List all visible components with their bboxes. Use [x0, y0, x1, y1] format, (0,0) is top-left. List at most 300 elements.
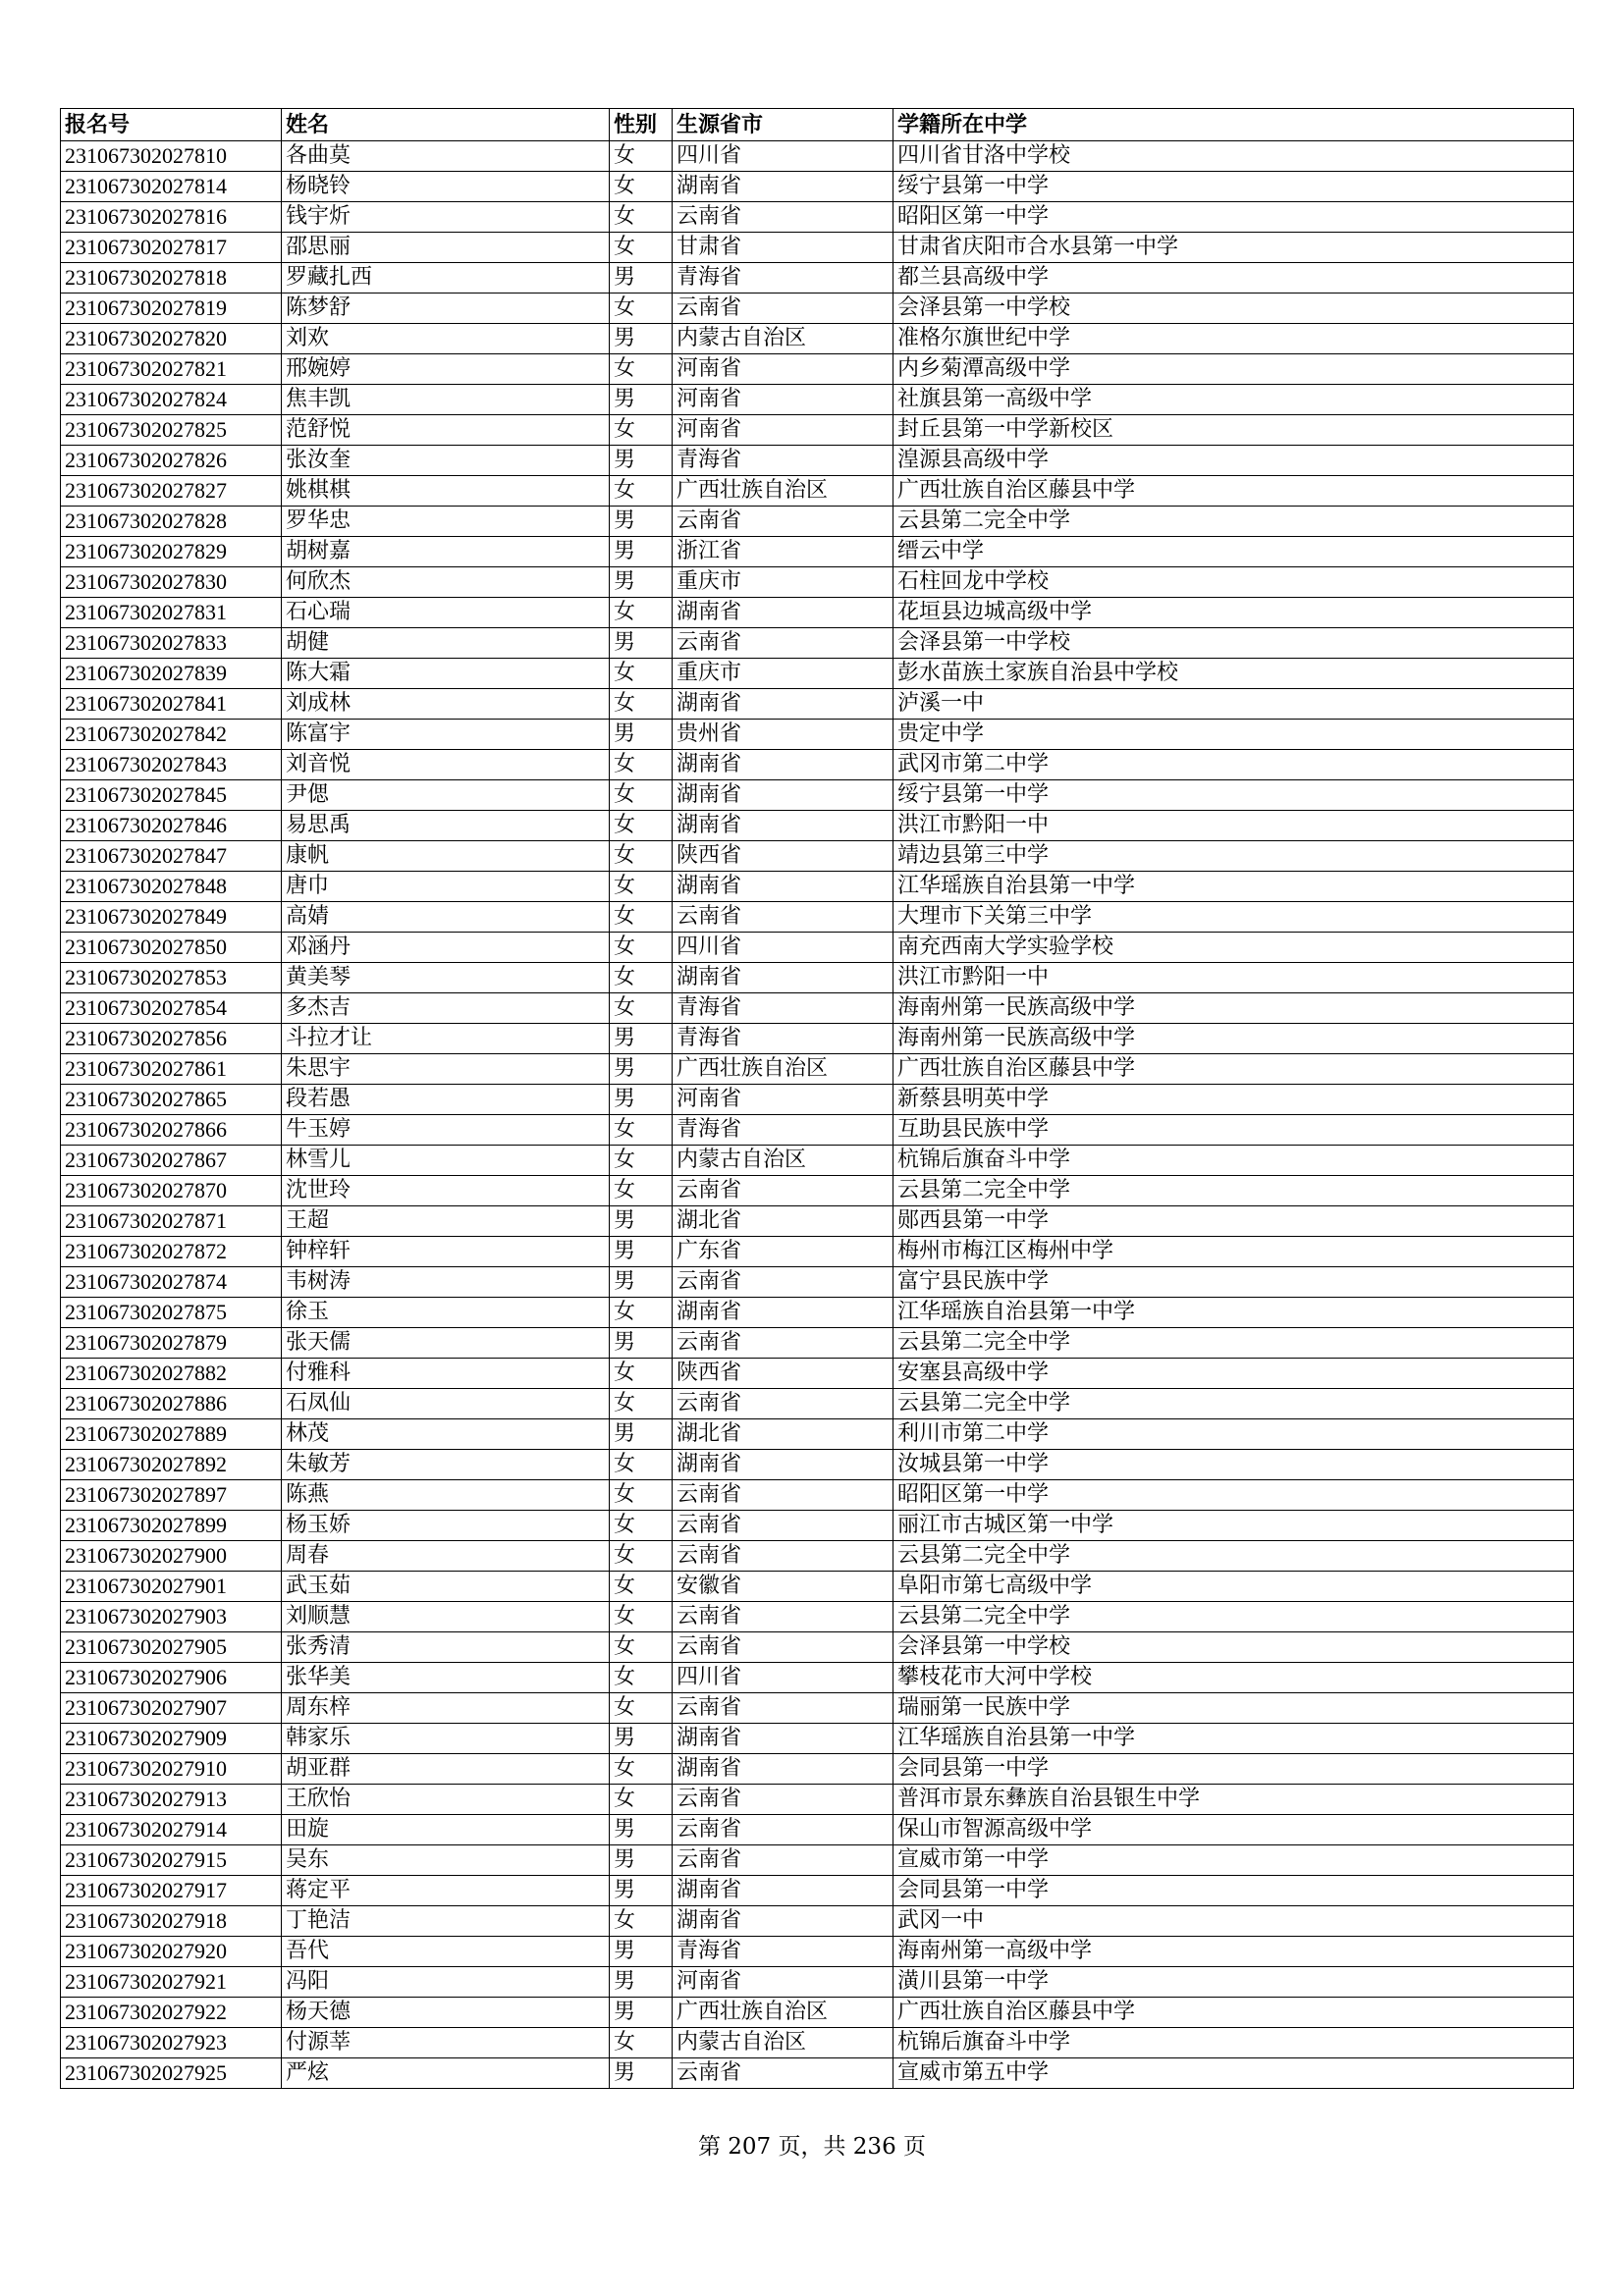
- table-row: [61, 872, 1574, 902]
- gender-cell: 男: [610, 507, 673, 537]
- gender-cell: 女: [610, 1298, 673, 1328]
- gender-cell: 女: [610, 598, 673, 628]
- name-cell: 张天儒: [282, 1328, 610, 1359]
- name-cell: 唐巾: [282, 872, 610, 902]
- province-cell: 河南省: [673, 1967, 893, 1998]
- name-cell: 钟梓轩: [282, 1237, 610, 1267]
- table-row: [61, 1845, 1574, 1876]
- registration-number-cell: 231067302027814: [61, 172, 282, 202]
- province-cell: 云南省: [673, 628, 893, 659]
- gender-cell: 女: [610, 1511, 673, 1541]
- province-cell: 湖南省: [673, 172, 893, 202]
- table-row: [61, 1632, 1574, 1663]
- name-cell: 罗华忠: [282, 507, 610, 537]
- gender-cell: 男: [610, 1815, 673, 1845]
- province-cell: 湖南省: [673, 750, 893, 780]
- gender-cell: 女: [610, 689, 673, 720]
- registration-number-cell: 231067302027848: [61, 872, 282, 902]
- registration-number-cell: 231067302027825: [61, 415, 282, 446]
- gender-cell: 女: [610, 993, 673, 1024]
- province-cell: 云南省: [673, 1511, 893, 1541]
- province-cell: 内蒙古自治区: [673, 324, 893, 354]
- school-cell: 会泽县第一中学校: [893, 1632, 1574, 1663]
- registration-number-cell: 231067302027900: [61, 1541, 282, 1572]
- registration-number-cell: 231067302027853: [61, 963, 282, 993]
- school-cell: 新蔡县明英中学: [893, 1085, 1574, 1115]
- school-cell: 云县第二完全中学: [893, 1602, 1574, 1632]
- school-cell: 阜阳市第七高级中学: [893, 1572, 1574, 1602]
- school-cell: 梅州市梅江区梅州中学: [893, 1237, 1574, 1267]
- name-cell: 黄美琴: [282, 963, 610, 993]
- gender-cell: 男: [610, 1237, 673, 1267]
- school-cell: 广西壮族自治区藤县中学: [893, 476, 1574, 507]
- province-cell: 云南省: [673, 1785, 893, 1815]
- name-cell: 刘顺慧: [282, 1602, 610, 1632]
- name-cell: 钱宇炘: [282, 202, 610, 233]
- registration-number-cell: 231067302027897: [61, 1480, 282, 1511]
- name-cell: 尹偲: [282, 780, 610, 811]
- registration-number-cell: 231067302027920: [61, 1937, 282, 1967]
- registration-number-cell: 231067302027850: [61, 933, 282, 963]
- school-cell: 保山市智源高级中学: [893, 1815, 1574, 1845]
- name-cell: 陈燕: [282, 1480, 610, 1511]
- table-row: [61, 446, 1574, 476]
- province-cell: 云南省: [673, 1480, 893, 1511]
- province-cell: 湖南省: [673, 963, 893, 993]
- name-cell: 牛玉婷: [282, 1115, 610, 1146]
- table-row: [61, 1998, 1574, 2028]
- page-footer: 第 207 页，共 236 页: [697, 2134, 927, 2160]
- province-cell: 安徽省: [673, 1572, 893, 1602]
- registration-number-cell: 231067302027843: [61, 750, 282, 780]
- province-cell: 湖北省: [673, 1206, 893, 1237]
- table-row: [61, 1298, 1574, 1328]
- header-high-school: 学籍所在中学: [893, 109, 1574, 141]
- name-cell: 刘音悦: [282, 750, 610, 780]
- gender-cell: 女: [610, 1176, 673, 1206]
- table-row: [61, 811, 1574, 841]
- school-cell: 会同县第一中学: [893, 1876, 1574, 1906]
- name-cell: 石凤仙: [282, 1389, 610, 1419]
- name-cell: 沈世玲: [282, 1176, 610, 1206]
- school-cell: 杭锦后旗奋斗中学: [893, 2028, 1574, 2058]
- name-cell: 严炫: [282, 2058, 610, 2089]
- registration-number-cell: 231067302027842: [61, 720, 282, 750]
- table-row: [61, 567, 1574, 598]
- table-row: [61, 1267, 1574, 1298]
- name-cell: 罗藏扎西: [282, 263, 610, 294]
- gender-cell: 女: [610, 1115, 673, 1146]
- registration-number-cell: 231067302027915: [61, 1845, 282, 1876]
- name-cell: 杨玉娇: [282, 1511, 610, 1541]
- gender-cell: 男: [610, 2058, 673, 2089]
- province-cell: 陕西省: [673, 841, 893, 872]
- name-cell: 韦树涛: [282, 1267, 610, 1298]
- school-cell: 广西壮族自治区藤县中学: [893, 1998, 1574, 2028]
- registration-number-cell: 231067302027906: [61, 1663, 282, 1693]
- table-row: [61, 780, 1574, 811]
- table-row: [61, 963, 1574, 993]
- school-cell: 富宁县民族中学: [893, 1267, 1574, 1298]
- registration-number-cell: 231067302027901: [61, 1572, 282, 1602]
- registration-number-cell: 231067302027854: [61, 993, 282, 1024]
- registration-number-cell: 231067302027925: [61, 2058, 282, 2089]
- gender-cell: 男: [610, 324, 673, 354]
- school-cell: 云县第二完全中学: [893, 1389, 1574, 1419]
- gender-cell: 女: [610, 141, 673, 172]
- gender-cell: 男: [610, 1085, 673, 1115]
- province-cell: 重庆市: [673, 659, 893, 689]
- gender-cell: 女: [610, 811, 673, 841]
- gender-cell: 女: [610, 233, 673, 263]
- province-cell: 云南省: [673, 1815, 893, 1845]
- gender-cell: 男: [610, 1998, 673, 2028]
- registration-number-cell: 231067302027833: [61, 628, 282, 659]
- gender-cell: 女: [610, 933, 673, 963]
- gender-cell: 女: [610, 172, 673, 202]
- table-row: [61, 1876, 1574, 1906]
- name-cell: 杨晓铃: [282, 172, 610, 202]
- name-cell: 王超: [282, 1206, 610, 1237]
- school-cell: 南充西南大学实验学校: [893, 933, 1574, 963]
- school-cell: 四川省甘洛中学校: [893, 141, 1574, 172]
- school-cell: 丽江市古城区第一中学: [893, 1511, 1574, 1541]
- name-cell: 朱敏芳: [282, 1450, 610, 1480]
- registration-number-cell: 231067302027827: [61, 476, 282, 507]
- registration-number-cell: 231067302027886: [61, 1389, 282, 1419]
- school-cell: 缙云中学: [893, 537, 1574, 567]
- province-cell: 云南省: [673, 1845, 893, 1876]
- province-cell: 湖南省: [673, 872, 893, 902]
- gender-cell: 女: [610, 750, 673, 780]
- table-row: [61, 507, 1574, 537]
- name-cell: 姚棋棋: [282, 476, 610, 507]
- province-cell: 青海省: [673, 446, 893, 476]
- gender-cell: 女: [610, 902, 673, 933]
- gender-cell: 男: [610, 1967, 673, 1998]
- name-cell: 刘欢: [282, 324, 610, 354]
- school-cell: 郧西县第一中学: [893, 1206, 1574, 1237]
- table-row: [61, 385, 1574, 415]
- gender-cell: 女: [610, 1632, 673, 1663]
- registration-number-cell: 231067302027846: [61, 811, 282, 841]
- table-row: [61, 1389, 1574, 1419]
- province-cell: 河南省: [673, 1085, 893, 1115]
- gender-cell: 女: [610, 1359, 673, 1389]
- gender-cell: 男: [610, 1419, 673, 1450]
- table-row: [61, 263, 1574, 294]
- table-row: [61, 598, 1574, 628]
- name-cell: 丁艳洁: [282, 1906, 610, 1937]
- name-cell: 范舒悦: [282, 415, 610, 446]
- gender-cell: 女: [610, 1785, 673, 1815]
- registration-number-cell: 231067302027879: [61, 1328, 282, 1359]
- school-cell: 广西壮族自治区藤县中学: [893, 1054, 1574, 1085]
- name-cell: 张华美: [282, 1663, 610, 1693]
- school-cell: 江华瑶族自治县第一中学: [893, 1298, 1574, 1328]
- province-cell: 湖南省: [673, 1724, 893, 1754]
- name-cell: 武玉茹: [282, 1572, 610, 1602]
- table-row: [61, 1115, 1574, 1146]
- table-row: [61, 1480, 1574, 1511]
- name-cell: 刘成林: [282, 689, 610, 720]
- gender-cell: 女: [610, 354, 673, 385]
- province-cell: 云南省: [673, 2058, 893, 2089]
- name-cell: 吴东: [282, 1845, 610, 1876]
- school-cell: 江华瑶族自治县第一中学: [893, 1724, 1574, 1754]
- table-row: [61, 1419, 1574, 1450]
- province-cell: 云南省: [673, 1389, 893, 1419]
- gender-cell: 女: [610, 202, 673, 233]
- name-cell: 邓涵丹: [282, 933, 610, 963]
- table-row: [61, 1206, 1574, 1237]
- province-cell: 重庆市: [673, 567, 893, 598]
- gender-cell: 男: [610, 628, 673, 659]
- school-cell: 洪江市黔阳一中: [893, 963, 1574, 993]
- table-row: [61, 1359, 1574, 1389]
- school-cell: 贵定中学: [893, 720, 1574, 750]
- gender-cell: 女: [610, 963, 673, 993]
- school-cell: 海南州第一民族高级中学: [893, 993, 1574, 1024]
- registration-number-cell: 231067302027816: [61, 202, 282, 233]
- school-cell: 云县第二完全中学: [893, 1328, 1574, 1359]
- registration-number-cell: 231067302027867: [61, 1146, 282, 1176]
- header-name: 姓名: [282, 109, 610, 141]
- school-cell: 云县第二完全中学: [893, 1176, 1574, 1206]
- school-cell: 准格尔旗世纪中学: [893, 324, 1574, 354]
- name-cell: 胡亚群: [282, 1754, 610, 1785]
- gender-cell: 女: [610, 1389, 673, 1419]
- table-row: [61, 1024, 1574, 1054]
- registration-number-cell: 231067302027819: [61, 294, 282, 324]
- table-row: [61, 1785, 1574, 1815]
- name-cell: 朱思宇: [282, 1054, 610, 1085]
- registration-number-cell: 231067302027913: [61, 1785, 282, 1815]
- registration-number-cell: 231067302027865: [61, 1085, 282, 1115]
- name-cell: 冯阳: [282, 1967, 610, 1998]
- registration-number-cell: 231067302027847: [61, 841, 282, 872]
- registration-number-cell: 231067302027826: [61, 446, 282, 476]
- name-cell: 陈富宇: [282, 720, 610, 750]
- header-source-province: 生源省市: [673, 109, 893, 141]
- gender-cell: 女: [610, 841, 673, 872]
- registration-number-cell: 231067302027820: [61, 324, 282, 354]
- school-cell: 会同县第一中学: [893, 1754, 1574, 1785]
- gender-cell: 女: [610, 1541, 673, 1572]
- province-cell: 湖南省: [673, 1450, 893, 1480]
- gender-cell: 女: [610, 1146, 673, 1176]
- gender-cell: 男: [610, 1024, 673, 1054]
- gender-cell: 女: [610, 415, 673, 446]
- province-cell: 广西壮族自治区: [673, 1998, 893, 2028]
- province-cell: 湖北省: [673, 1419, 893, 1450]
- name-cell: 焦丰凯: [282, 385, 610, 415]
- province-cell: 河南省: [673, 354, 893, 385]
- province-cell: 青海省: [673, 263, 893, 294]
- registration-number-cell: 231067302027821: [61, 354, 282, 385]
- gender-cell: 女: [610, 1663, 673, 1693]
- province-cell: 河南省: [673, 385, 893, 415]
- province-cell: 广西壮族自治区: [673, 476, 893, 507]
- school-cell: 湟源县高级中学: [893, 446, 1574, 476]
- province-cell: 贵州省: [673, 720, 893, 750]
- gender-cell: 女: [610, 1906, 673, 1937]
- name-cell: 田旋: [282, 1815, 610, 1845]
- province-cell: 青海省: [673, 1937, 893, 1967]
- registration-number-cell: 231067302027817: [61, 233, 282, 263]
- name-cell: 胡健: [282, 628, 610, 659]
- school-cell: 社旗县第一高级中学: [893, 385, 1574, 415]
- table-row: [61, 233, 1574, 263]
- name-cell: 徐玉: [282, 1298, 610, 1328]
- name-cell: 各曲莫: [282, 141, 610, 172]
- name-cell: 杨天德: [282, 1998, 610, 2028]
- gender-cell: 女: [610, 1693, 673, 1724]
- province-cell: 广东省: [673, 1237, 893, 1267]
- school-cell: 甘肃省庆阳市合水县第一中学: [893, 233, 1574, 263]
- school-cell: 洪江市黔阳一中: [893, 811, 1574, 841]
- gender-cell: 男: [610, 1267, 673, 1298]
- gender-cell: 女: [610, 1572, 673, 1602]
- school-cell: 云县第二完全中学: [893, 1541, 1574, 1572]
- province-cell: 湖南省: [673, 598, 893, 628]
- registration-number-cell: 231067302027899: [61, 1511, 282, 1541]
- province-cell: 湖南省: [673, 1906, 893, 1937]
- admission-roster-table: [60, 108, 1574, 2089]
- table-row: [61, 1967, 1574, 1998]
- province-cell: 湖南省: [673, 811, 893, 841]
- table-row: [61, 1511, 1574, 1541]
- school-cell: 云县第二完全中学: [893, 507, 1574, 537]
- table-row: [61, 993, 1574, 1024]
- table-row: [61, 415, 1574, 446]
- gender-cell: 男: [610, 1328, 673, 1359]
- school-cell: 彭水苗族土家族自治县中学校: [893, 659, 1574, 689]
- table-row: [61, 902, 1574, 933]
- table-row: [61, 750, 1574, 780]
- table-row: [61, 324, 1574, 354]
- province-cell: 云南省: [673, 202, 893, 233]
- registration-number-cell: 231067302027914: [61, 1815, 282, 1845]
- school-cell: 宣威市第五中学: [893, 2058, 1574, 2089]
- name-cell: 林雪儿: [282, 1146, 610, 1176]
- gender-cell: 男: [610, 1054, 673, 1085]
- gender-cell: 女: [610, 1754, 673, 1785]
- gender-cell: 男: [610, 1206, 673, 1237]
- table-row: [61, 1450, 1574, 1480]
- name-cell: 胡树嘉: [282, 537, 610, 567]
- registration-number-cell: 231067302027810: [61, 141, 282, 172]
- registration-number-cell: 231067302027882: [61, 1359, 282, 1389]
- province-cell: 广西壮族自治区: [673, 1054, 893, 1085]
- table-row: [61, 1724, 1574, 1754]
- name-cell: 邢婉婷: [282, 354, 610, 385]
- header-registration-number: 报名号: [61, 109, 282, 141]
- table-row: [61, 1815, 1574, 1845]
- school-cell: 会泽县第一中学校: [893, 294, 1574, 324]
- province-cell: 浙江省: [673, 537, 893, 567]
- table-row: [61, 720, 1574, 750]
- province-cell: 云南省: [673, 507, 893, 537]
- registration-number-cell: 231067302027921: [61, 1967, 282, 1998]
- registration-number-cell: 231067302027839: [61, 659, 282, 689]
- table-row: [61, 1085, 1574, 1115]
- name-cell: 蒋定平: [282, 1876, 610, 1906]
- gender-cell: 女: [610, 1602, 673, 1632]
- name-cell: 张汝奎: [282, 446, 610, 476]
- registration-number-cell: 231067302027889: [61, 1419, 282, 1450]
- province-cell: 内蒙古自治区: [673, 1146, 893, 1176]
- registration-number-cell: 231067302027861: [61, 1054, 282, 1085]
- province-cell: 湖南省: [673, 1876, 893, 1906]
- name-cell: 周春: [282, 1541, 610, 1572]
- name-cell: 付源莘: [282, 2028, 610, 2058]
- registration-number-cell: 231067302027856: [61, 1024, 282, 1054]
- registration-number-cell: 231067302027917: [61, 1876, 282, 1906]
- province-cell: 河南省: [673, 415, 893, 446]
- registration-number-cell: 231067302027828: [61, 507, 282, 537]
- school-cell: 海南州第一高级中学: [893, 1937, 1574, 1967]
- province-cell: 云南省: [673, 1541, 893, 1572]
- province-cell: 四川省: [673, 933, 893, 963]
- school-cell: 互助县民族中学: [893, 1115, 1574, 1146]
- province-cell: 云南省: [673, 1693, 893, 1724]
- province-cell: 湖南省: [673, 1298, 893, 1328]
- school-cell: 内乡菊潭高级中学: [893, 354, 1574, 385]
- name-cell: 韩家乐: [282, 1724, 610, 1754]
- table-row: [61, 1754, 1574, 1785]
- name-cell: 陈大霜: [282, 659, 610, 689]
- name-cell: 付雅科: [282, 1359, 610, 1389]
- table-row: [61, 659, 1574, 689]
- gender-cell: 男: [610, 263, 673, 294]
- gender-cell: 男: [610, 385, 673, 415]
- gender-cell: 女: [610, 1480, 673, 1511]
- province-cell: 湖南省: [673, 780, 893, 811]
- table-row: [61, 841, 1574, 872]
- gender-cell: 男: [610, 720, 673, 750]
- name-cell: 段若愚: [282, 1085, 610, 1115]
- name-cell: 何欣杰: [282, 567, 610, 598]
- table-row: [61, 1602, 1574, 1632]
- province-cell: 云南省: [673, 1267, 893, 1298]
- table-row: [61, 933, 1574, 963]
- name-cell: 林茂: [282, 1419, 610, 1450]
- province-cell: 云南省: [673, 902, 893, 933]
- table-row: [61, 1663, 1574, 1693]
- registration-number-cell: 231067302027830: [61, 567, 282, 598]
- registration-number-cell: 231067302027870: [61, 1176, 282, 1206]
- province-cell: 四川省: [673, 1663, 893, 1693]
- province-cell: 云南省: [673, 1632, 893, 1663]
- name-cell: 陈梦舒: [282, 294, 610, 324]
- registration-number-cell: 231067302027845: [61, 780, 282, 811]
- table-row: [61, 1572, 1574, 1602]
- province-cell: 甘肃省: [673, 233, 893, 263]
- school-cell: 瑞丽第一民族中学: [893, 1693, 1574, 1724]
- province-cell: 云南省: [673, 294, 893, 324]
- school-cell: 海南州第一民族高级中学: [893, 1024, 1574, 1054]
- registration-number-cell: 231067302027824: [61, 385, 282, 415]
- school-cell: 江华瑶族自治县第一中学: [893, 872, 1574, 902]
- registration-number-cell: 231067302027922: [61, 1998, 282, 2028]
- school-cell: 昭阳区第一中学: [893, 1480, 1574, 1511]
- table-row: [61, 1237, 1574, 1267]
- name-cell: 邵思丽: [282, 233, 610, 263]
- province-cell: 内蒙古自治区: [673, 2028, 893, 2058]
- province-cell: 云南省: [673, 1328, 893, 1359]
- table-row: [61, 141, 1574, 172]
